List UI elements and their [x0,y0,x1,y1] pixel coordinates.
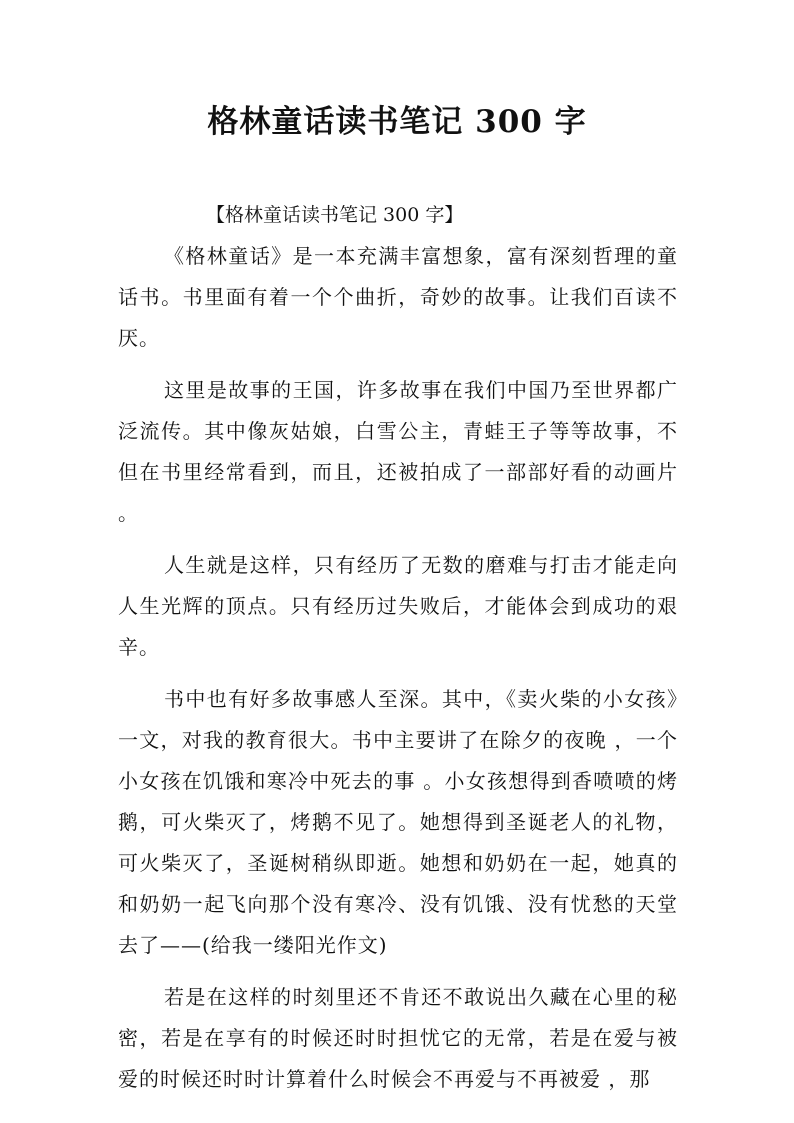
document-subtitle: 【格林童话读书笔记 300 字】 [206,204,464,226]
paragraph: 人生就是这样，只有经历了无数的磨难与打击才能走向人生光辉的顶点。只有经历过失败后，才能体会到成功的艰辛。 [118,553,678,659]
document-body [118,236,678,1111]
paragraph: 若是在这样的时刻里还不肯还不敢说出久藏在心里的秘密，若是在享有的时候还时时担忧它的无常，若是在爱与被爱的时候还时时计算着什么时候会不再爱与不再被爱 ，那 [118,985,678,1091]
document-title: 格林童话读书笔记 300 字 [207,104,587,140]
paragraph: 书中也有好多故事感人至深。其中，《卖火柴的小女孩》一文，对我的教育很大。书中主要讲了在除夕的夜晚 ，一个小女孩在饥饿和寒冷中死去的事 。小女孩想得到香喷喷的烤鹅，可火柴灭了，烤鹅不见了。她想得到圣诞老人的礼物，可火柴灭了，圣诞树稍纵即逝。她想和奶奶在一起，她真的和奶奶一起飞向那个没有寒冷、没有饥饿、没有忧愁的天堂去了——(给我一缕阳光作文) [118,687,678,957]
paragraph: 《格林童话》是一本充满丰富想象，富有深刻哲理的童话书。书里面有着一个个曲折，奇妙的故事。让我们百读不厌。 [118,244,678,350]
paragraph: 这里是故事的王国，许多故事在我们中国乃至世界都广泛流传。其中像灰姑娘，白雪公主，青蛙王子等等故事，不但在书里经常看到，而且，还被拍成了一部部好看的动画片 。 [118,378,678,525]
